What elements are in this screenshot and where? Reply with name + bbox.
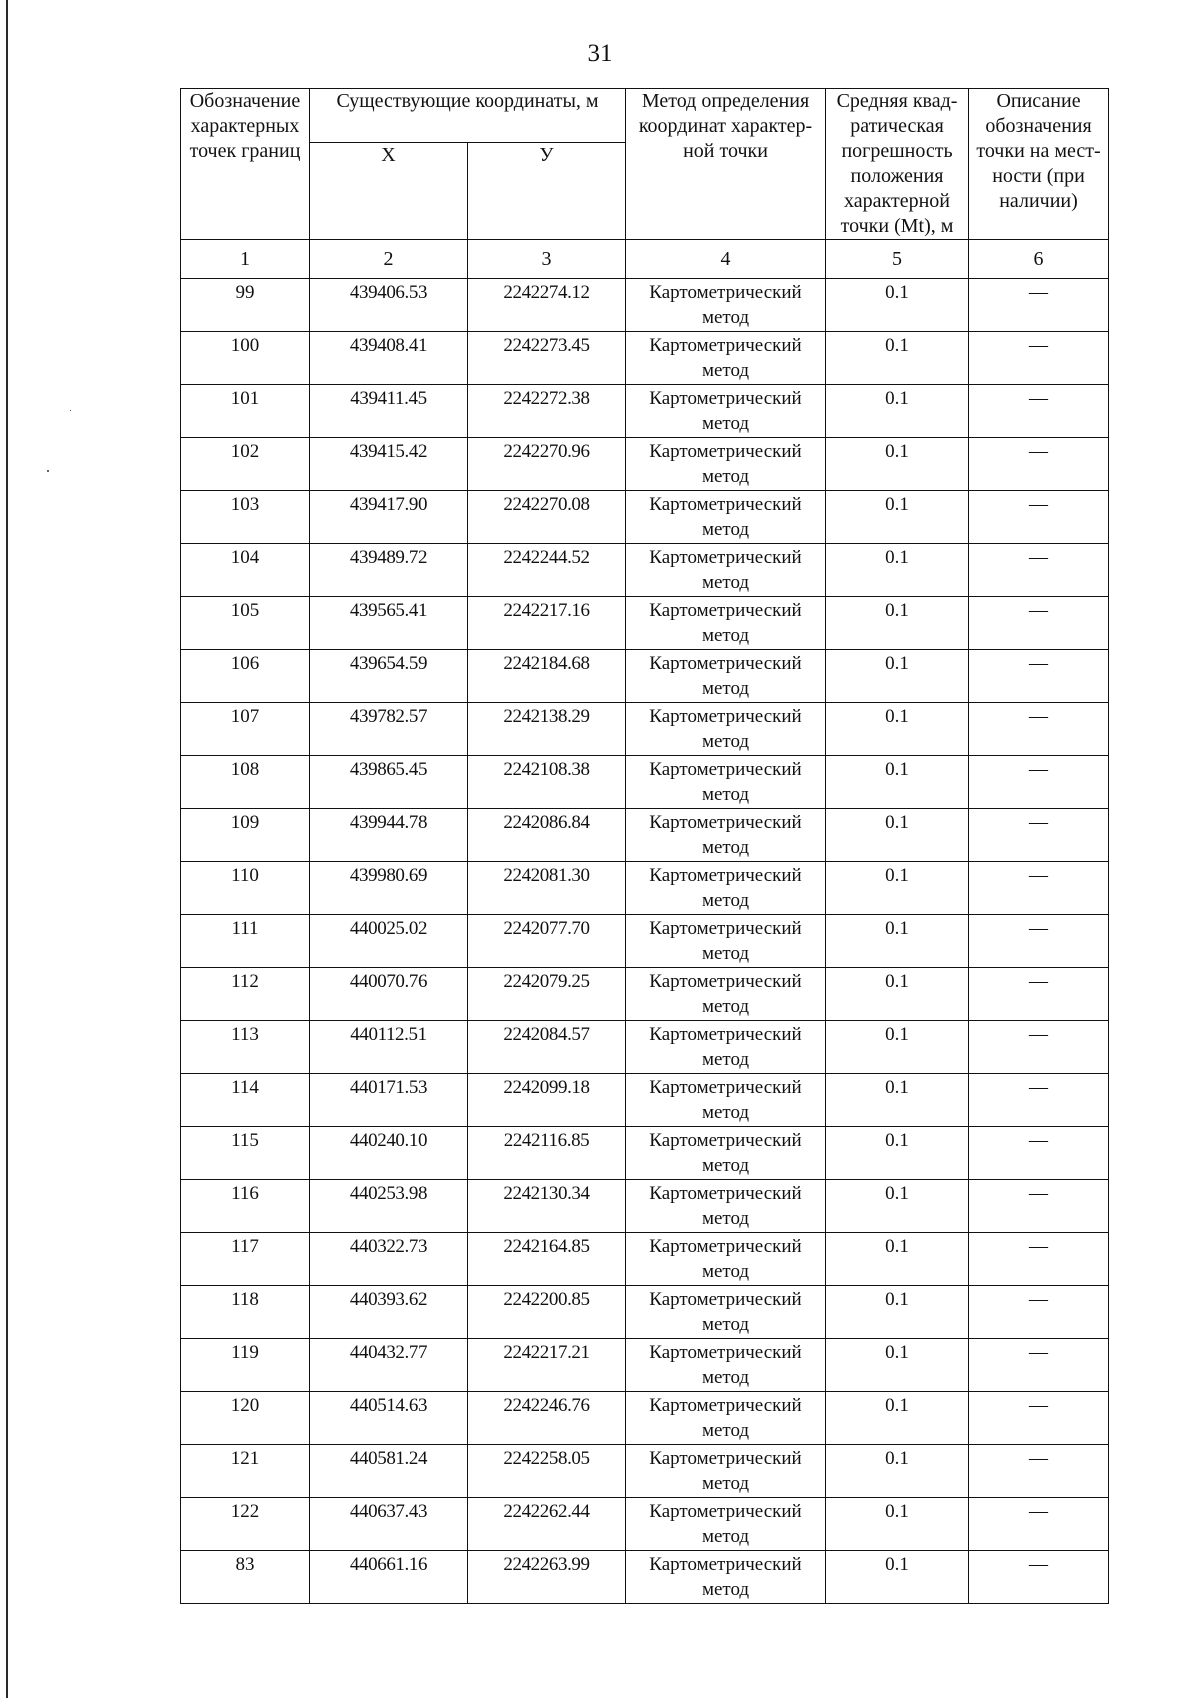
cell-mean-error: 0.1 [826, 279, 969, 332]
cell-point-id: 117 [181, 1233, 310, 1286]
header-row [181, 89, 1109, 143]
cell-y-coordinate: 2242262.44 [468, 1498, 626, 1551]
table-row [181, 862, 1109, 915]
cell-x-coordinate: 439865.45 [310, 756, 468, 809]
cell-y-coordinate: 2242263.99 [468, 1551, 626, 1604]
table-row [181, 385, 1109, 438]
cell-mean-error: 0.1 [826, 597, 969, 650]
table-row [181, 1021, 1109, 1074]
column-number: 4 [626, 240, 826, 279]
cell-mean-error: 0.1 [826, 650, 969, 703]
cell-point-id: 102 [181, 438, 310, 491]
cell-point-id: 115 [181, 1127, 310, 1180]
cell-method: Картометрический метод [626, 1180, 826, 1233]
cell-mean-error: 0.1 [826, 809, 969, 862]
cell-description: — [969, 756, 1109, 809]
scan-speck [47, 470, 49, 472]
cell-method: Картометрический метод [626, 862, 826, 915]
column-number: 5 [826, 240, 969, 279]
cell-point-id: 120 [181, 1392, 310, 1445]
cell-y-coordinate: 2242077.70 [468, 915, 626, 968]
table-row [181, 332, 1109, 385]
cell-description: — [969, 968, 1109, 1021]
cell-method: Картометрический метод [626, 1286, 826, 1339]
cell-description: — [969, 915, 1109, 968]
cell-mean-error: 0.1 [826, 1339, 969, 1392]
cell-mean-error: 0.1 [826, 491, 969, 544]
cell-description: — [969, 809, 1109, 862]
cell-point-id: 108 [181, 756, 310, 809]
cell-y-coordinate: 2242273.45 [468, 332, 626, 385]
cell-point-id: 99 [181, 279, 310, 332]
page-number: 31 [587, 40, 613, 67]
cell-y-coordinate: 2242138.29 [468, 703, 626, 756]
cell-point-id: 110 [181, 862, 310, 915]
cell-point-id: 112 [181, 968, 310, 1021]
table-row [181, 703, 1109, 756]
scan-speck [70, 410, 71, 411]
cell-method: Картометрический метод [626, 1445, 826, 1498]
table-row [181, 968, 1109, 1021]
cell-x-coordinate: 440025.02 [310, 915, 468, 968]
cell-description: — [969, 1392, 1109, 1445]
table-row [181, 1445, 1109, 1498]
cell-method: Картометрический метод [626, 491, 826, 544]
cell-y-coordinate: 2242130.34 [468, 1180, 626, 1233]
cell-x-coordinate: 439654.59 [310, 650, 468, 703]
cell-mean-error: 0.1 [826, 1021, 969, 1074]
cell-mean-error: 0.1 [826, 1286, 969, 1339]
cell-x-coordinate: 440171.53 [310, 1074, 468, 1127]
cell-x-coordinate: 439980.69 [310, 862, 468, 915]
cell-y-coordinate: 2242164.85 [468, 1233, 626, 1286]
cell-method: Картометрический метод [626, 703, 826, 756]
cell-x-coordinate: 439565.41 [310, 597, 468, 650]
cell-point-id: 111 [181, 915, 310, 968]
cell-x-coordinate: 440581.24 [310, 1445, 468, 1498]
cell-mean-error: 0.1 [826, 438, 969, 491]
cell-x-coordinate: 439408.41 [310, 332, 468, 385]
table-row [181, 1339, 1109, 1392]
cell-y-coordinate: 2242244.52 [468, 544, 626, 597]
cell-mean-error: 0.1 [826, 1180, 969, 1233]
cell-y-coordinate: 2242108.38 [468, 756, 626, 809]
coordinates-table [180, 88, 1109, 1604]
cell-mean-error: 0.1 [826, 915, 969, 968]
cell-x-coordinate: 440432.77 [310, 1339, 468, 1392]
cell-x-coordinate: 439411.45 [310, 385, 468, 438]
cell-mean-error: 0.1 [826, 332, 969, 385]
table-row [181, 279, 1109, 332]
cell-description: — [969, 279, 1109, 332]
cell-method: Картометрический метод [626, 809, 826, 862]
cell-mean-error: 0.1 [826, 1498, 969, 1551]
cell-y-coordinate: 2242099.18 [468, 1074, 626, 1127]
cell-point-id: 104 [181, 544, 310, 597]
cell-x-coordinate: 440514.63 [310, 1392, 468, 1445]
cell-x-coordinate: 440322.73 [310, 1233, 468, 1286]
cell-y-coordinate: 2242084.57 [468, 1021, 626, 1074]
cell-method: Картометрический метод [626, 1074, 826, 1127]
cell-y-coordinate: 2242258.05 [468, 1445, 626, 1498]
cell-description: — [969, 1021, 1109, 1074]
cell-x-coordinate: 440112.51 [310, 1021, 468, 1074]
cell-point-id: 83 [181, 1551, 310, 1604]
header-existing-coordinates: Существующие координаты, м [310, 89, 626, 143]
cell-description: — [969, 491, 1109, 544]
column-number: 6 [969, 240, 1109, 279]
cell-method: Картометрический метод [626, 1551, 826, 1604]
table-row [181, 1498, 1109, 1551]
cell-mean-error: 0.1 [826, 968, 969, 1021]
cell-point-id: 122 [181, 1498, 310, 1551]
table-row [181, 650, 1109, 703]
cell-x-coordinate: 440637.43 [310, 1498, 468, 1551]
cell-description: — [969, 1233, 1109, 1286]
header-y: У [468, 143, 626, 240]
table-row [181, 438, 1109, 491]
table-row [181, 1074, 1109, 1127]
cell-y-coordinate: 2242184.68 [468, 650, 626, 703]
cell-mean-error: 0.1 [826, 756, 969, 809]
table-row [181, 1233, 1109, 1286]
cell-y-coordinate: 2242200.85 [468, 1286, 626, 1339]
cell-description: — [969, 1551, 1109, 1604]
table-row [181, 544, 1109, 597]
table-row [181, 915, 1109, 968]
cell-mean-error: 0.1 [826, 544, 969, 597]
table-row [181, 1286, 1109, 1339]
cell-point-id: 105 [181, 597, 310, 650]
table-row [181, 597, 1109, 650]
cell-method: Картометрический метод [626, 544, 826, 597]
table-row [181, 1127, 1109, 1180]
header-description: Описание обозначения точки на мест-ности (при наличии) [969, 89, 1109, 240]
cell-method: Картометрический метод [626, 1498, 826, 1551]
cell-x-coordinate: 440253.98 [310, 1180, 468, 1233]
table-row [181, 491, 1109, 544]
cell-y-coordinate: 2242270.08 [468, 491, 626, 544]
cell-method: Картометрический метод [626, 915, 826, 968]
cell-description: — [969, 544, 1109, 597]
cell-mean-error: 0.1 [826, 703, 969, 756]
cell-y-coordinate: 2242116.85 [468, 1127, 626, 1180]
table-row [181, 1551, 1109, 1604]
cell-mean-error: 0.1 [826, 1445, 969, 1498]
cell-description: — [969, 650, 1109, 703]
cell-point-id: 119 [181, 1339, 310, 1392]
column-number: 3 [468, 240, 626, 279]
cell-mean-error: 0.1 [826, 1127, 969, 1180]
cell-method: Картометрический метод [626, 968, 826, 1021]
cell-method: Картометрический метод [626, 1392, 826, 1445]
cell-point-id: 103 [181, 491, 310, 544]
cell-method: Картометрический метод [626, 650, 826, 703]
cell-description: — [969, 703, 1109, 756]
cell-y-coordinate: 2242217.16 [468, 597, 626, 650]
cell-method: Картометрический метод [626, 438, 826, 491]
cell-point-id: 113 [181, 1021, 310, 1074]
cell-point-id: 100 [181, 332, 310, 385]
cell-description: — [969, 862, 1109, 915]
cell-method: Картометрический метод [626, 597, 826, 650]
cell-x-coordinate: 440240.10 [310, 1127, 468, 1180]
cell-x-coordinate: 439415.42 [310, 438, 468, 491]
cell-mean-error: 0.1 [826, 385, 969, 438]
header-mean-error: Средняя квад-ратическая погрешность положения характерной точки (Mt), м [826, 89, 969, 240]
column-number: 2 [310, 240, 468, 279]
cell-y-coordinate: 2242270.96 [468, 438, 626, 491]
cell-x-coordinate: 439782.57 [310, 703, 468, 756]
cell-x-coordinate: 440393.62 [310, 1286, 468, 1339]
cell-method: Картометрический метод [626, 756, 826, 809]
cell-description: — [969, 1498, 1109, 1551]
cell-y-coordinate: 2242086.84 [468, 809, 626, 862]
cell-point-id: 114 [181, 1074, 310, 1127]
cell-method: Картометрический метод [626, 332, 826, 385]
table-body [181, 279, 1109, 1604]
cell-point-id: 109 [181, 809, 310, 862]
cell-point-id: 101 [181, 385, 310, 438]
cell-method: Картометрический метод [626, 385, 826, 438]
cell-description: — [969, 385, 1109, 438]
cell-mean-error: 0.1 [826, 1233, 969, 1286]
table-row [181, 756, 1109, 809]
cell-y-coordinate: 2242081.30 [468, 862, 626, 915]
cell-description: — [969, 1180, 1109, 1233]
cell-point-id: 121 [181, 1445, 310, 1498]
cell-x-coordinate: 440661.16 [310, 1551, 468, 1604]
table-row [181, 1392, 1109, 1445]
cell-y-coordinate: 2242079.25 [468, 968, 626, 1021]
cell-description: — [969, 1339, 1109, 1392]
cell-method: Картометрический метод [626, 1339, 826, 1392]
cell-description: — [969, 332, 1109, 385]
header-method: Метод определения координат характер-ной точки [626, 89, 826, 240]
cell-description: — [969, 1127, 1109, 1180]
cell-x-coordinate: 439944.78 [310, 809, 468, 862]
cell-description: — [969, 597, 1109, 650]
table-row [181, 1180, 1109, 1233]
cell-method: Картометрический метод [626, 1233, 826, 1286]
cell-point-id: 106 [181, 650, 310, 703]
column-number-row [181, 240, 1109, 279]
cell-point-id: 116 [181, 1180, 310, 1233]
scan-edge-line [6, 0, 8, 1698]
cell-mean-error: 0.1 [826, 1392, 969, 1445]
cell-y-coordinate: 2242246.76 [468, 1392, 626, 1445]
cell-x-coordinate: 439406.53 [310, 279, 468, 332]
cell-y-coordinate: 2242272.38 [468, 385, 626, 438]
cell-x-coordinate: 440070.76 [310, 968, 468, 1021]
header-point-designation: Обозначение характерных точек границ [181, 89, 310, 240]
table-row [181, 809, 1109, 862]
cell-description: — [969, 1445, 1109, 1498]
cell-method: Картометрический метод [626, 1127, 826, 1180]
cell-description: — [969, 1286, 1109, 1339]
cell-description: — [969, 438, 1109, 491]
cell-description: — [969, 1074, 1109, 1127]
cell-point-id: 118 [181, 1286, 310, 1339]
cell-x-coordinate: 439417.90 [310, 491, 468, 544]
cell-method: Картометрический метод [626, 279, 826, 332]
cell-mean-error: 0.1 [826, 1551, 969, 1604]
column-number: 1 [181, 240, 310, 279]
cell-y-coordinate: 2242217.21 [468, 1339, 626, 1392]
cell-y-coordinate: 2242274.12 [468, 279, 626, 332]
header-x: X [310, 143, 468, 240]
cell-mean-error: 0.1 [826, 862, 969, 915]
cell-x-coordinate: 439489.72 [310, 544, 468, 597]
cell-point-id: 107 [181, 703, 310, 756]
cell-mean-error: 0.1 [826, 1074, 969, 1127]
cell-method: Картометрический метод [626, 1021, 826, 1074]
